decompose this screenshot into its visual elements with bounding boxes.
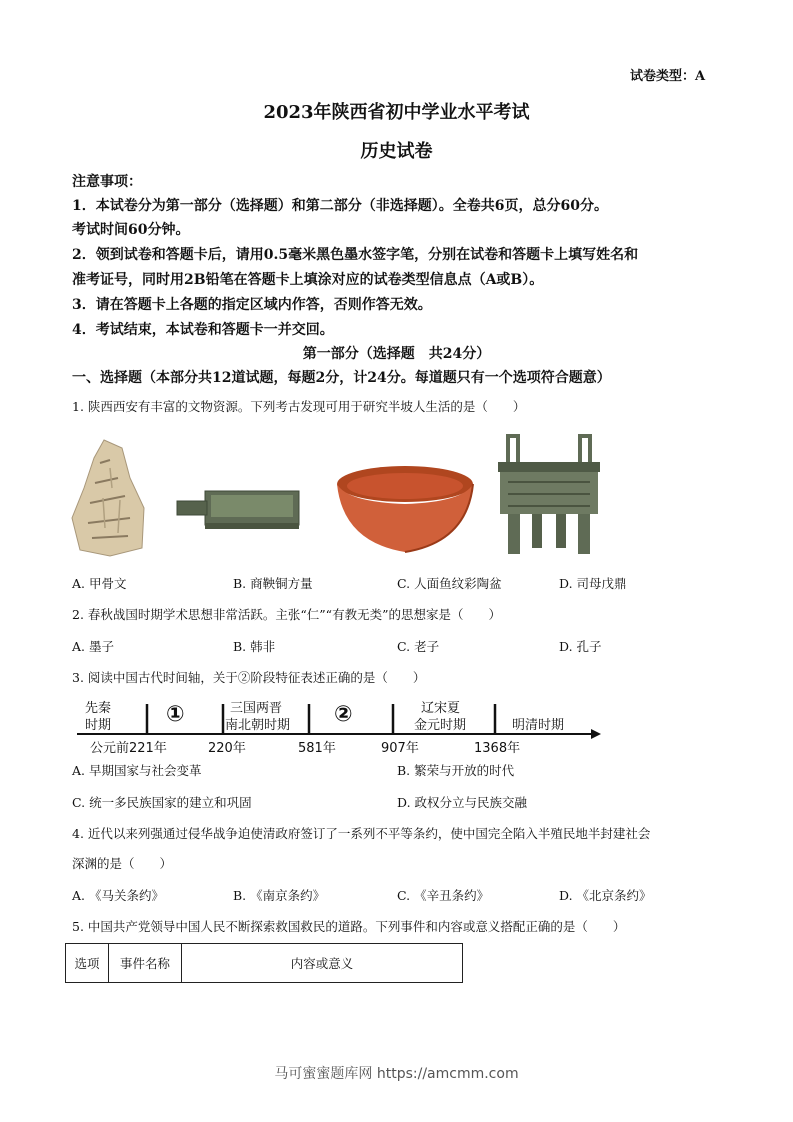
timeline-seg5-top: 辽宋夏 <box>421 701 461 716</box>
q3-option-a[interactable]: A. 早期国家与社会变革 <box>72 763 202 778</box>
notice-line-4: 4．考试结束，本试卷和答题卡一并交回。 <box>72 322 334 338</box>
question-3-stem: 3. 阅读中国古代时间轴，关于②阶段特征表述正确的是（ ） <box>72 670 426 685</box>
oracle-bone-image <box>70 438 148 558</box>
q4-option-d[interactable]: D. 《北京条约》 <box>559 888 652 903</box>
timeline-tick-5: 1368年 <box>474 741 521 756</box>
q2-option-b[interactable]: B. 韩非 <box>233 639 276 654</box>
section-heading: 一、选择题（本部分共12道试题，每题2分，计24分。每道题只有一个选项符合题意） <box>72 370 611 386</box>
table-header-option: 选项 <box>66 944 109 983</box>
notice-heading: 注意事项： <box>72 174 142 190</box>
question-4-stem-cont: 深渊的是（ ） <box>72 856 173 871</box>
q1-option-d[interactable]: D. 司母戊鼎 <box>559 576 627 591</box>
notice-line-2: 2．领到试卷和答题卡后，请用0.5毫米黑色墨水签字笔，分别在试卷和答题卡上填写姓名和 <box>72 247 639 263</box>
notice-line-3: 3．请在答题卡上各题的指定区域内作答，否则作答无效。 <box>72 297 432 313</box>
question-5-stem: 5. 中国共产党领导中国人民不断探索救国救民的道路。下列事件和内容或意义搭配正确的是（ ） <box>72 919 626 934</box>
question-4-stem: 4. 近代以来列强通过侵华战争迫使清政府签订了一系列不平等条约，使中国完全陷入半殖民地半封建社会 <box>72 826 651 841</box>
notice-line-1b: 考试时间60分钟。 <box>72 222 190 238</box>
painted-pottery-basin-image <box>333 462 478 558</box>
q2-option-d[interactable]: D. 孔子 <box>559 639 602 654</box>
timeline-tick-2: 220年 <box>208 741 246 756</box>
q1-option-a[interactable]: A. 甲骨文 <box>72 576 127 591</box>
notice-line-1: 1．本试卷分为第一部分（选择题）和第二部分（非选择题）。全卷共6页，总分60分。 <box>72 198 608 214</box>
timeline-tick-1: 公元前221年 <box>90 741 167 756</box>
exam-title: 2023年陕西省初中学业水平考试 <box>263 102 530 123</box>
question-1-stem: 1. 陕西西安有丰富的文物资源。下列考古发现可用于研究半坡人生活的是（ ） <box>72 399 526 414</box>
timeline-seg1-top: 先秦 <box>85 701 112 716</box>
q4-option-c[interactable]: C. 《辛丑条约》 <box>397 888 490 903</box>
timeline-seg1-bottom: 时期 <box>85 718 112 733</box>
footer-watermark: 马可蜜蜜题库网 https://amcmm.com <box>274 1066 519 1082</box>
q4-option-b[interactable]: B. 《南京条约》 <box>233 888 326 903</box>
q5-table <box>65 943 463 983</box>
q1-option-b[interactable]: B. 商鞅铜方量 <box>233 576 313 591</box>
table-header-event: 事件名称 <box>109 944 182 983</box>
table-header-content: 内容或意义 <box>182 944 463 983</box>
timeline-stage-1: ① <box>166 702 185 727</box>
paper-type: 试卷类型：A <box>630 69 706 84</box>
table-header-row <box>66 944 463 983</box>
q2-option-c[interactable]: C. 老子 <box>397 639 440 654</box>
timeline-seg6: 明清时期 <box>512 718 565 733</box>
q4-option-a[interactable]: A. 《马关条约》 <box>72 888 164 903</box>
q3-option-b[interactable]: B. 繁荣与开放的时代 <box>397 763 515 778</box>
timeline-seg5-bottom: 金元时期 <box>414 718 467 733</box>
notice-line-2b: 准考证号，同时用2B铅笔在答题卡上填涂对应的试卷类型信息点（A或B）。 <box>72 272 544 288</box>
timeline-tick-3: 581年 <box>298 741 336 756</box>
timeline-seg3-bottom: 南北朝时期 <box>225 718 291 733</box>
question-2-stem: 2. 春秋战国时期学术思想非常活跃。主张“仁”“有教无类”的思想家是（ ） <box>72 607 501 622</box>
q1-option-c[interactable]: C. 人面鱼纹彩陶盆 <box>397 576 502 591</box>
bronze-measure-image <box>175 487 303 533</box>
q2-option-a[interactable]: A. 墨子 <box>72 639 114 654</box>
q3-option-c[interactable]: C. 统一多民族国家的建立和巩固 <box>72 795 252 810</box>
timeline-stage-2: ② <box>334 702 353 727</box>
part1-heading: 第一部分（选择题 共24分） <box>302 346 491 362</box>
simuwu-ding-image <box>494 432 604 557</box>
timeline-tick-4: 907年 <box>381 741 419 756</box>
q3-option-d[interactable]: D. 政权分立与民族交融 <box>397 795 528 810</box>
timeline-seg3-top: 三国两晋 <box>230 701 283 716</box>
exam-subtitle: 历史试卷 <box>360 141 433 162</box>
